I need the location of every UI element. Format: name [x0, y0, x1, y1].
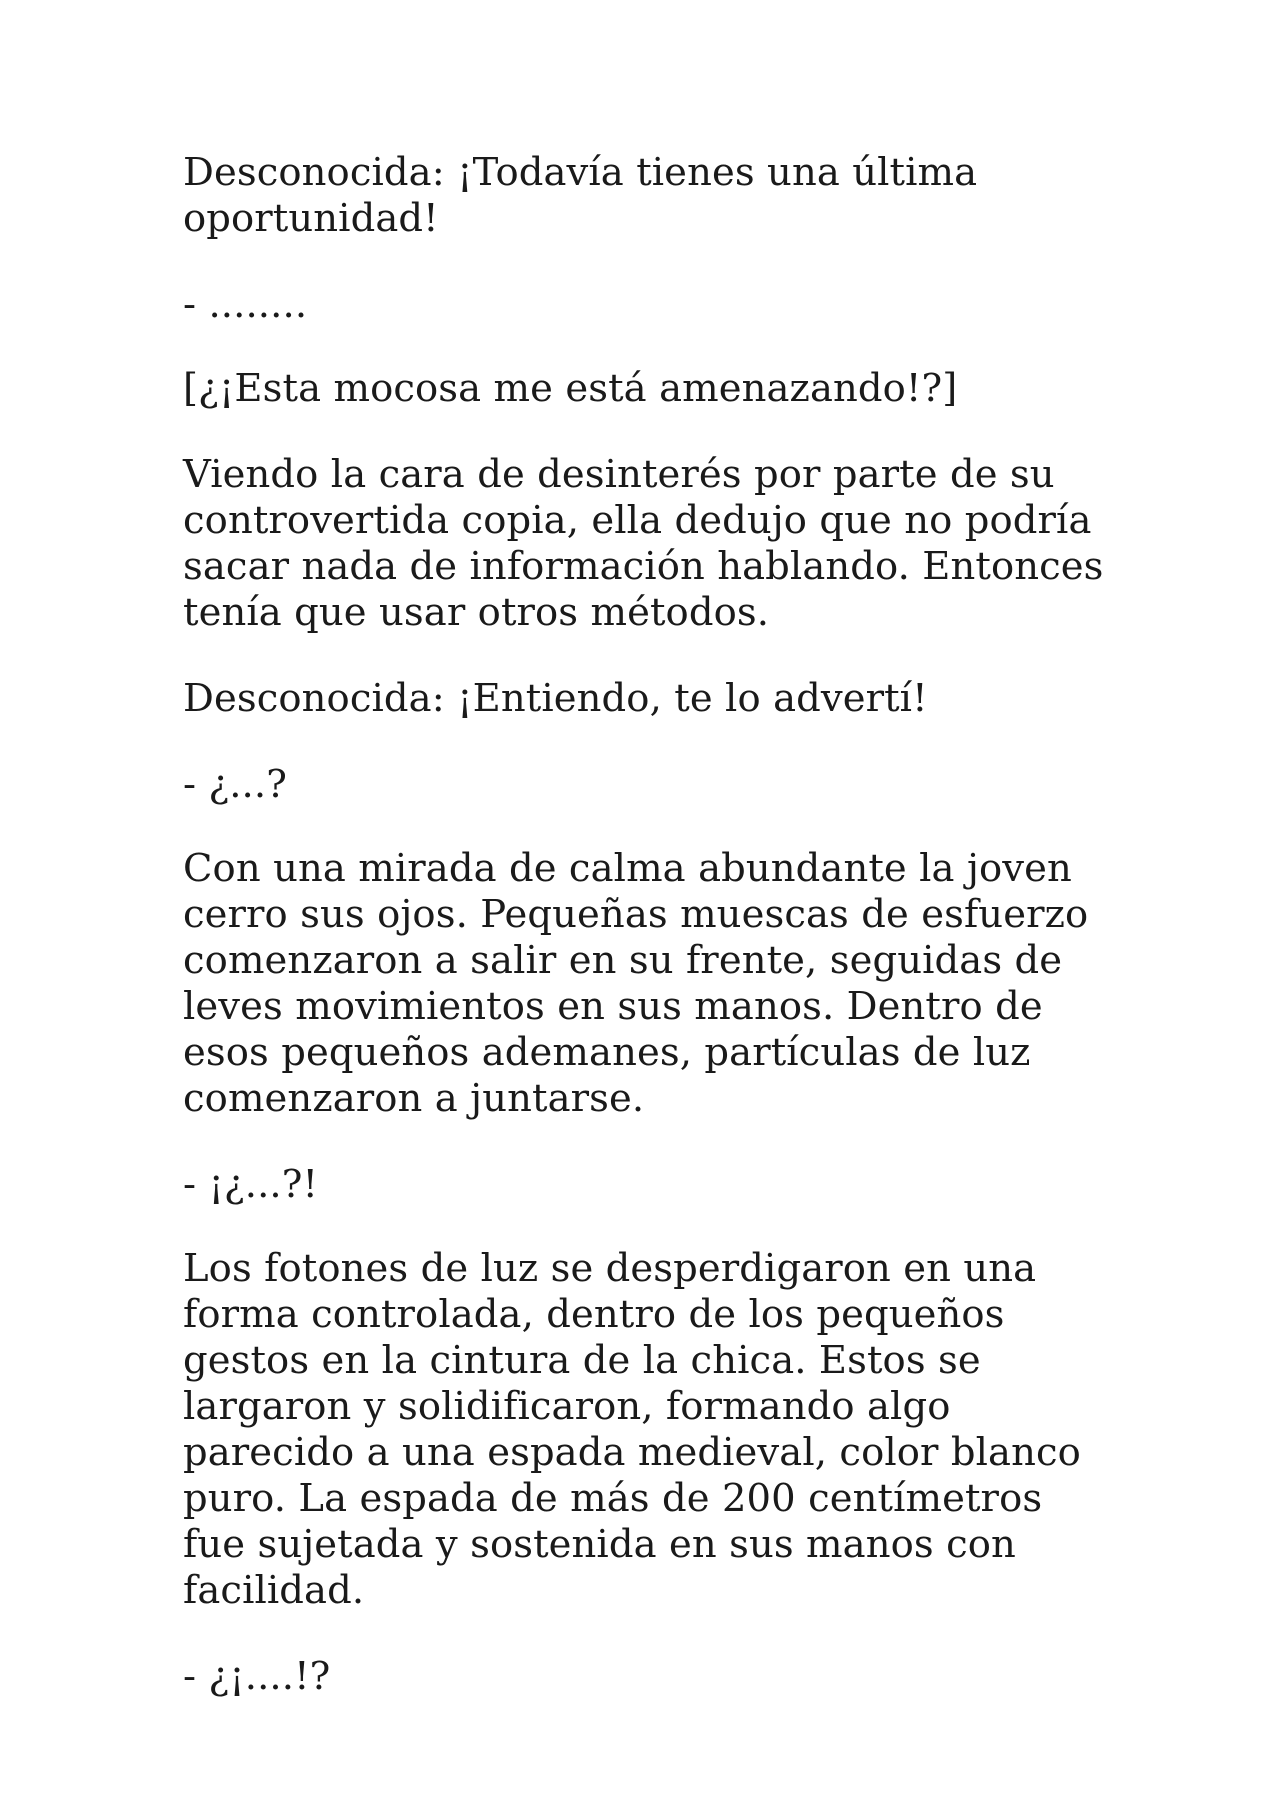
- paragraph-ellipsis-2: - ¿...?: [183, 762, 287, 807]
- paragraph-ellipsis-3: - ¡¿...?!: [183, 1162, 319, 1207]
- paragraph-narration-1: Viendo la cara de desinterés por parte de su controvertida copia, ella dedujo que no podría sacar nada de información hablando. Entonces tenía que usar otros métodos.: [183, 452, 1104, 635]
- paragraph-narration-2: Con una mirada de calma abundante la joven cerro sus ojos. Pequeñas muescas de esfuerzo comenzaron a salir en su frente, seguidas de leves movimientos en sus manos. Dentro de esos pequeños ademanes, partículas de luz comenzaron a juntarse.: [183, 846, 1089, 1121]
- paragraph-narration-3: Los fotones de luz se desperdigaron en una forma controlada, dentro de los pequeños gestos en la cintura de la chica. Estos se largaron y solidificaron, formando algo parecido a una espada medieval, color blanco puro. La espada de más de 200 centímetros fue sujetada y sostenida en sus manos con facilidad.: [183, 1246, 1081, 1613]
- paragraph-dialogue-1: Desconocida: ¡Todavía tienes una última oportunidad!: [183, 150, 978, 241]
- paragraph-ellipsis-1: - ........: [183, 282, 308, 327]
- text-body: [183, 150, 1113, 1738]
- paragraph-ellipsis-4: - ¿¡....!?: [183, 1654, 331, 1699]
- paragraph-dialogue-2: Desconocida: ¡Entiendo, te lo advertí!: [183, 676, 928, 721]
- paragraph-thought: [¿¡Esta mocosa me está amenazando!?]: [183, 366, 958, 411]
